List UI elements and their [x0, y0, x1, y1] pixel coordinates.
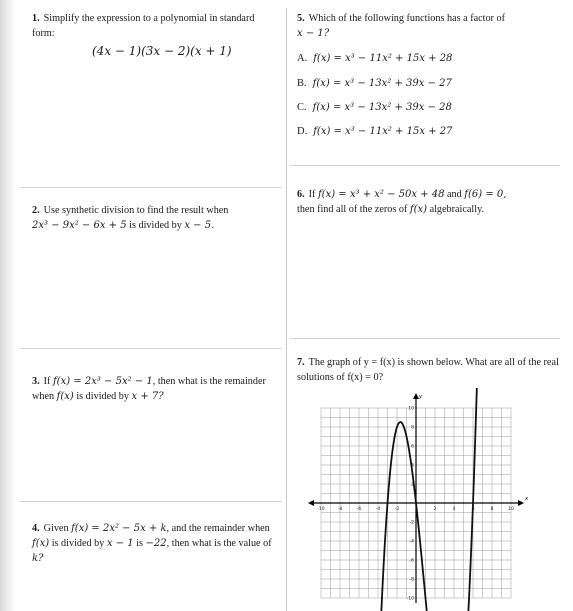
section-rule	[290, 165, 560, 166]
x-tick-label: -10	[317, 507, 325, 512]
choice-b[interactable]	[297, 78, 452, 89]
question-5	[297, 11, 547, 41]
section-rule	[20, 187, 282, 188]
question-number: 6.	[297, 189, 305, 200]
y-tick-label: -4	[409, 539, 414, 545]
divisor: x − 5.	[184, 220, 215, 231]
section-rule	[290, 338, 560, 339]
x-tick-label: -4	[375, 507, 381, 512]
section-rule	[20, 348, 282, 349]
function-graph	[307, 388, 535, 611]
question-text: , and the remainder when	[166, 523, 270, 534]
choice-a[interactable]	[297, 53, 452, 64]
choice-expression: f(x) = x³ − 13x² + 39x − 28	[312, 102, 452, 113]
question-number: 7.	[297, 357, 305, 368]
function-curve	[376, 388, 482, 611]
x-tick-label: 4	[452, 507, 456, 512]
question-text: The graph of y = f(x) is shown below. What are all of the real solutions of f(x) = 0?	[297, 357, 559, 383]
divisor: x − 1	[106, 538, 134, 549]
x-tick-label: -2	[394, 507, 400, 512]
y-tick-label: -2	[409, 520, 414, 526]
question-1	[32, 11, 277, 41]
function-ref: f(x)	[409, 204, 428, 215]
question-2	[32, 203, 282, 233]
y-tick-label: -6	[409, 558, 414, 564]
question-text: Given	[43, 523, 72, 534]
x-axis-label: x	[525, 496, 529, 502]
question-number: 3.	[32, 376, 40, 387]
y-tick-label: 10	[408, 406, 414, 412]
x-tick-label: 8	[490, 507, 494, 512]
y-axis-label: y	[419, 394, 423, 400]
question-text: then find all of the zeros of	[297, 204, 410, 215]
remainder: −22	[145, 538, 167, 549]
y-tick-label: -8	[409, 577, 414, 583]
question-text: Which of the following functions has a factor of	[308, 13, 505, 24]
q1-expression: (4x − 1)(3x − 2)(x + 1)	[92, 44, 232, 58]
y-tick-label: 6	[411, 444, 414, 450]
section-rule	[20, 501, 282, 502]
divisor: x + 7?	[131, 391, 164, 402]
question-text: and	[444, 189, 465, 200]
function-def: f(x) = 2x³ − 5x² − 1	[52, 376, 153, 387]
x-tick-label: 6	[471, 507, 475, 512]
choice-label: B.	[297, 78, 307, 89]
question-text: , then what is the value of	[166, 538, 272, 549]
y-tick-label: 2	[411, 482, 414, 488]
choice-expression: f(x) = x³ − 11x² + 15x + 27	[313, 126, 453, 137]
question-3	[32, 374, 282, 404]
constant-k: k?	[32, 553, 44, 564]
x-tick-label: -6	[356, 507, 362, 512]
question-number: 4.	[32, 523, 40, 534]
curve-arrows	[373, 388, 485, 611]
choice-d[interactable]	[297, 126, 452, 137]
question-text: If	[308, 189, 318, 200]
question-number: 1.	[32, 13, 40, 24]
choice-c[interactable]	[297, 102, 452, 113]
factor: x − 1?	[297, 28, 330, 39]
question-text: , then what is the remainder when	[32, 376, 266, 402]
x-tick-label: -8	[337, 507, 343, 512]
y-tick-label: 4	[411, 463, 414, 469]
question-text: is divided by	[126, 220, 185, 231]
choice-expression: f(x) = x³ − 13x² + 39x − 27	[312, 78, 452, 89]
function-ref: f(x)	[56, 391, 74, 402]
question-text: If	[43, 376, 53, 387]
function-value: f(6) = 0,	[464, 189, 507, 200]
question-text: algebraically.	[427, 204, 485, 215]
x-axis-arrow-left	[308, 500, 314, 506]
question-text: Simplify the expression to a polynomial in standard form:	[32, 13, 255, 39]
question-text: Use synthetic division to find the result when	[43, 205, 229, 216]
y-tick-label: 8	[411, 425, 414, 431]
choice-expression: f(x) = x³ − 11x² + 15x + 28	[313, 53, 453, 64]
choice-label: A.	[297, 53, 308, 64]
page-edge-shadow	[0, 0, 16, 611]
function-def: f(x) = x³ + x² − 50x + 48	[317, 189, 445, 200]
x-tick-label: 2	[433, 507, 437, 512]
choice-label: C.	[297, 102, 307, 113]
question-text: is	[133, 538, 146, 549]
polynomial: 2x³ − 9x² − 6x + 5	[32, 220, 127, 231]
question-text: is divided by	[73, 391, 132, 402]
function-def: f(x) = 2x² − 5x + k	[71, 523, 167, 534]
question-text: is divided by	[49, 538, 107, 549]
function-ref: f(x)	[32, 538, 50, 549]
question-7	[297, 355, 559, 385]
choice-label: D.	[297, 126, 308, 137]
x-tick-label: 10	[508, 507, 514, 512]
question-number: 2.	[32, 205, 40, 216]
question-4	[32, 521, 277, 566]
column-divider	[286, 8, 287, 611]
question-6	[297, 187, 557, 217]
question-number: 5.	[297, 13, 305, 24]
y-tick-label: -10	[406, 596, 414, 602]
x-axis-arrow-right	[518, 500, 524, 506]
